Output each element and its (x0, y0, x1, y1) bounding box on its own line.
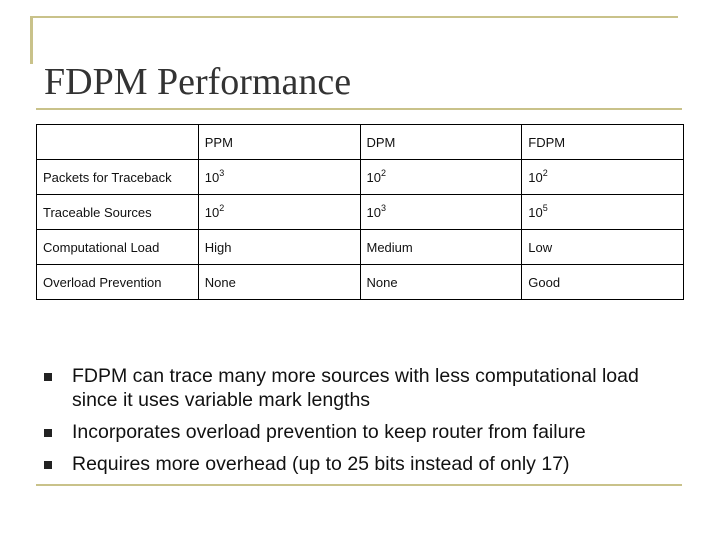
table-cell: Low (522, 230, 684, 265)
row-label: Computational Load (37, 230, 199, 265)
row-label: Overload Prevention (37, 265, 199, 300)
bullet-list (44, 364, 684, 484)
bottom-divider (36, 484, 682, 486)
row-label: Packets for Traceback (37, 160, 199, 195)
bullet-item (44, 452, 684, 476)
table-cell: None (360, 265, 522, 300)
table-cell: Medium (360, 230, 522, 265)
table-row (37, 160, 684, 195)
bullet-item (44, 420, 684, 444)
table-cell: None (198, 265, 360, 300)
table-row (37, 265, 684, 300)
table-header-row (37, 125, 684, 160)
table-cell: $10^3$ (198, 160, 360, 195)
decorative-top-line (30, 16, 678, 18)
bullet-text: FDPM can trace many more sources with less computational load since it uses variable mark lengths (72, 365, 639, 411)
table-cell: $10^2$ (360, 160, 522, 195)
square-bullet-icon (44, 373, 52, 381)
table-row (37, 195, 684, 230)
row-label: Traceable Sources (37, 195, 199, 230)
table-cell: $10^5$ (522, 195, 684, 230)
table-cell: $10^2$ (522, 160, 684, 195)
square-bullet-icon (44, 429, 52, 437)
table-cell: $10^3$ (360, 195, 522, 230)
table-cell: Good (522, 265, 684, 300)
table-header-cell: PPM (198, 125, 360, 160)
decorative-vertical-line (30, 16, 33, 64)
title-underline (36, 108, 682, 110)
bullet-item (44, 364, 684, 412)
bullet-text: Incorporates overload prevention to keep router from failure (72, 421, 586, 443)
square-bullet-icon (44, 461, 52, 469)
table-header-cell: FDPM (522, 125, 684, 160)
table-cell: $10^2$ (198, 195, 360, 230)
bullet-text: Requires more overhead (up to 25 bits instead of only 17) (72, 453, 570, 475)
comparison-table (36, 124, 684, 300)
table-row (37, 230, 684, 265)
table-header-cell: DPM (360, 125, 522, 160)
table-cell: High (198, 230, 360, 265)
table-header-cell (37, 125, 199, 160)
slide-title: FDPM Performance (44, 61, 352, 103)
